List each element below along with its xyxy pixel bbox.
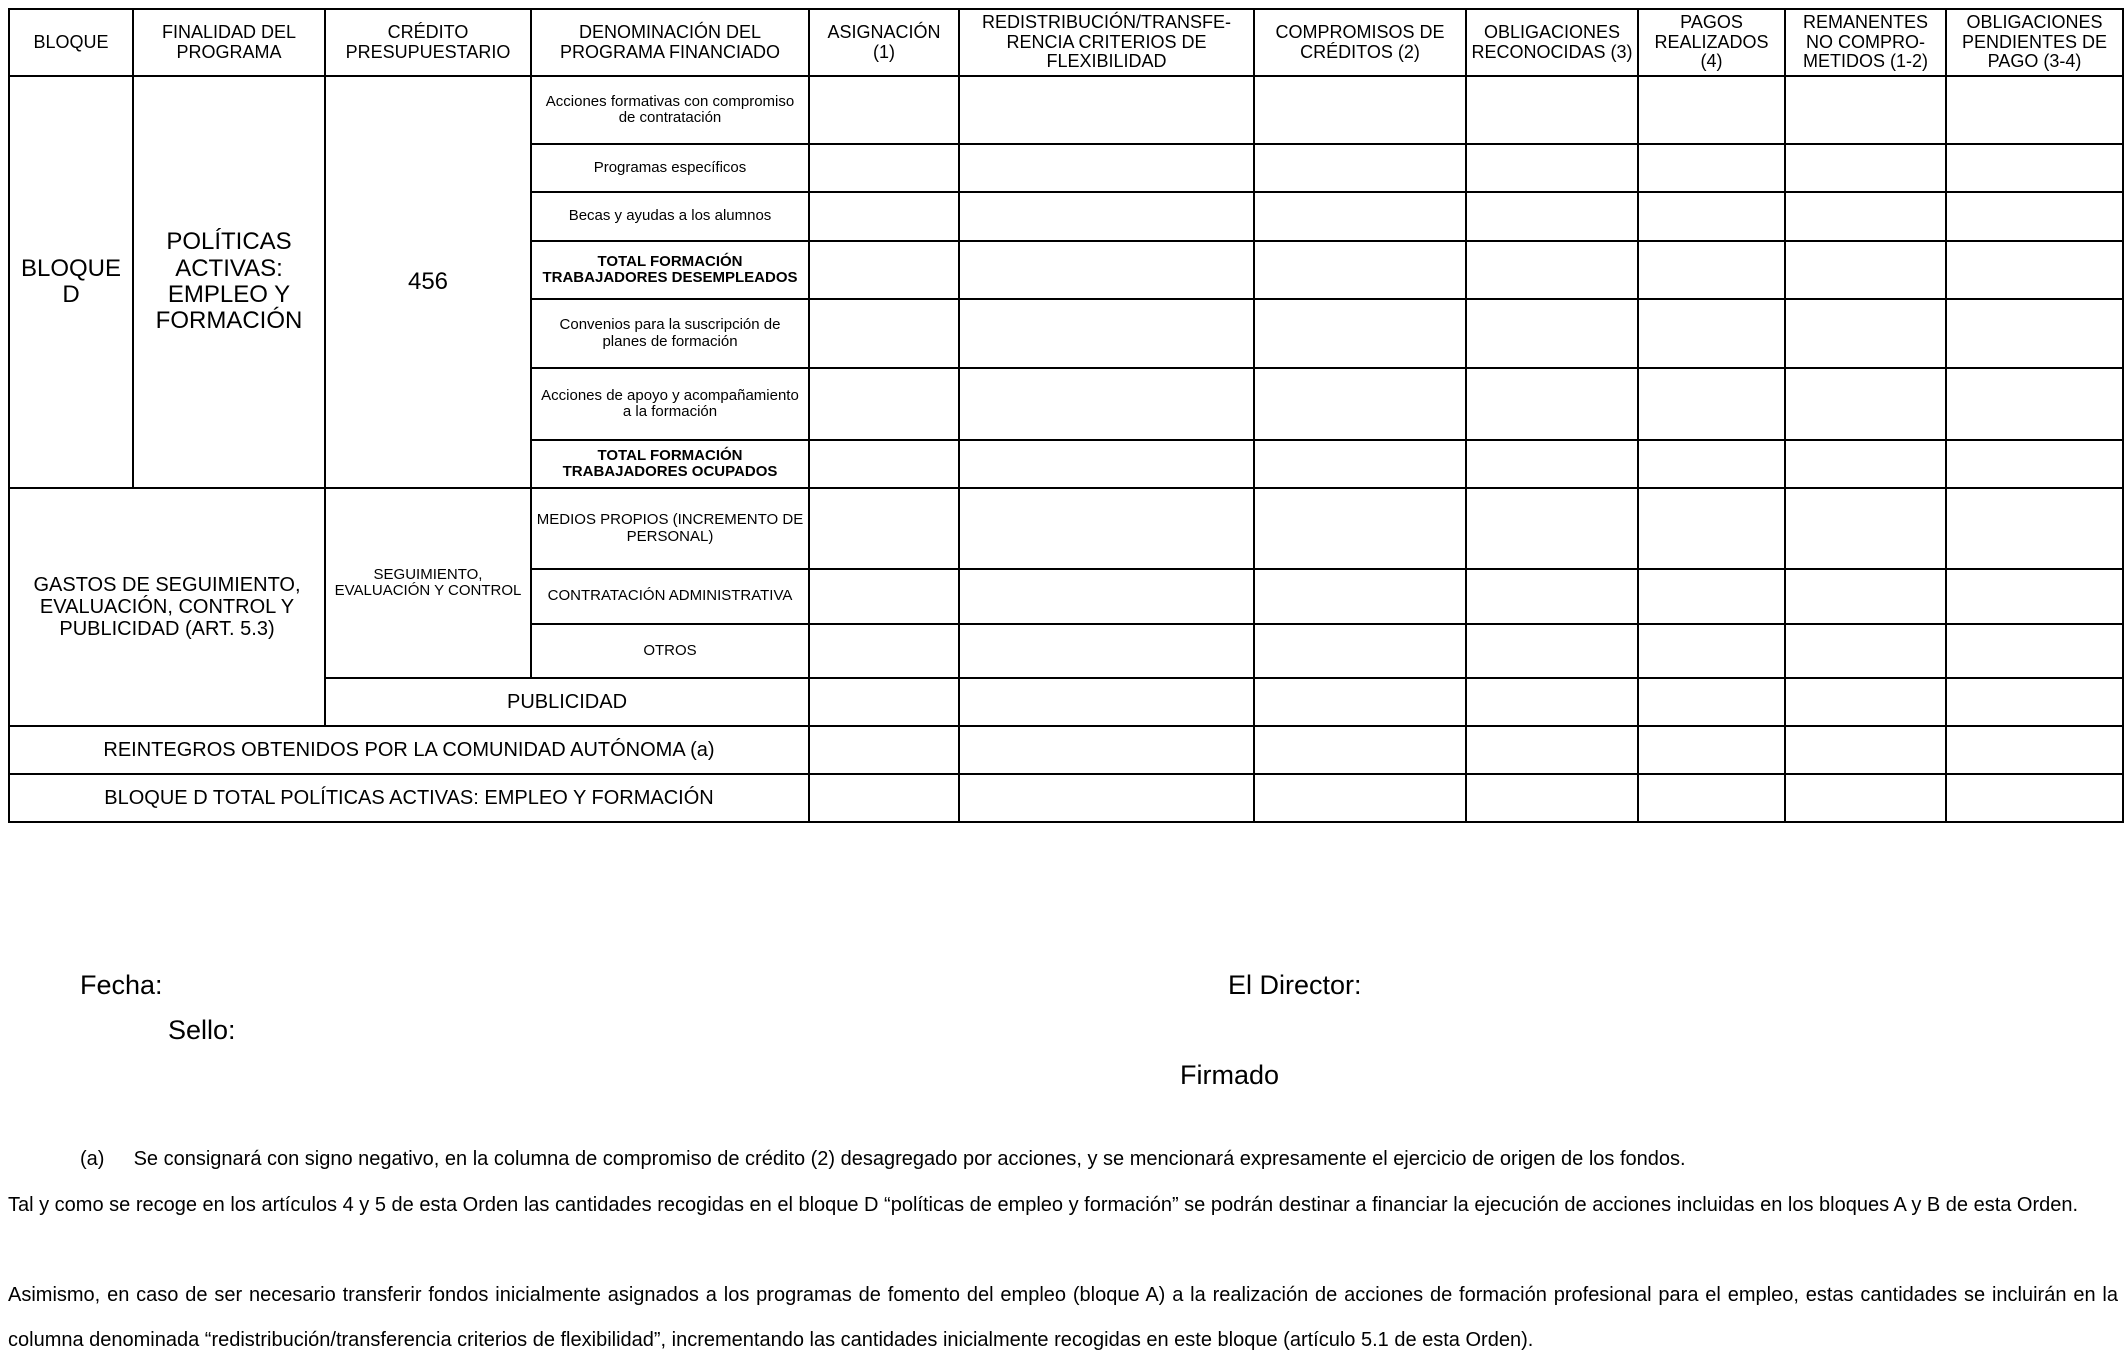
header-pagos: PAGOS REALIZADOS (4) — [1638, 9, 1785, 76]
header-asignacion: ASIGNACIÓN (1) — [809, 9, 959, 76]
program-name: TOTAL FORMACIÓN TRABAJADORES OCUPADOS — [531, 440, 809, 488]
seguimiento-credito-cell: SEGUIMIENTO, EVALUACIÓN Y CONTROL — [325, 488, 531, 678]
header-bloque: BLOQUE — [9, 9, 133, 76]
amount-cell — [1466, 192, 1638, 241]
amount-cell — [1946, 76, 2123, 144]
amount-cell — [959, 488, 1254, 569]
amount-cell — [1254, 726, 1466, 774]
amount-cell — [1254, 192, 1466, 241]
amount-cell — [1785, 678, 1946, 726]
amount-cell — [1254, 368, 1466, 440]
amount-cell — [959, 192, 1254, 241]
budget-table — [8, 8, 2124, 823]
amount-cell — [1946, 241, 2123, 299]
amount-cell — [1946, 488, 2123, 569]
amount-cell — [1785, 368, 1946, 440]
header-denominacion: DENOMINACIÓN DEL PROGRAMA FINANCIADO — [531, 9, 809, 76]
amount-cell — [1466, 678, 1638, 726]
header-row — [9, 9, 2123, 76]
amount-cell — [1946, 774, 2123, 822]
reintegros-row — [9, 726, 2123, 774]
gastos-row — [9, 488, 2123, 569]
amount-cell — [1466, 299, 1638, 368]
amount-cell — [1638, 774, 1785, 822]
footnote-a — [80, 1148, 1686, 1171]
amount-cell — [1638, 368, 1785, 440]
amount-cell — [809, 569, 959, 624]
amount-cell — [1254, 76, 1466, 144]
program-name: Acciones de apoyo y acompañamiento a la formación — [531, 368, 809, 440]
amount-cell — [1466, 569, 1638, 624]
publicidad-row — [9, 678, 2123, 726]
amount-cell — [1946, 440, 2123, 488]
amount-cell — [1946, 192, 2123, 241]
gastos-item: MEDIOS PROPIOS (INCREMENTO DE PERSONAL) — [531, 488, 809, 569]
amount-cell — [1466, 368, 1638, 440]
footnote-a-text: Se consignará con signo negativo, en la columna de compromiso de crédito (2) desagregado por acciones, y se mencionará expresamente el ejercicio de origen de los fondos. — [133, 1148, 1686, 1170]
amount-cell — [1254, 488, 1466, 569]
header-redistribucion: REDISTRIBUCIÓN/TRANSFE-RENCIA CRITERIOS DE FLEXIBILIDAD — [959, 9, 1254, 76]
amount-cell — [1638, 569, 1785, 624]
program-name: TOTAL FORMACIÓN TRABAJADORES DESEMPLEADOS — [531, 241, 809, 299]
amount-cell — [1254, 299, 1466, 368]
amount-cell — [1638, 192, 1785, 241]
amount-cell — [1785, 440, 1946, 488]
amount-cell — [1785, 299, 1946, 368]
amount-cell — [1785, 144, 1946, 192]
director-label: El Director: — [1228, 970, 1362, 1000]
amount-cell — [1466, 726, 1638, 774]
amount-cell — [1254, 774, 1466, 822]
sello-label: Sello: — [168, 1015, 236, 1045]
amount-cell — [1785, 76, 1946, 144]
amount-cell — [1946, 678, 2123, 726]
amount-cell — [1638, 440, 1785, 488]
amount-cell — [959, 624, 1254, 678]
amount-cell — [1638, 624, 1785, 678]
amount-cell — [1466, 76, 1638, 144]
amount-cell — [1946, 299, 2123, 368]
finalidad-cell: POLÍTICAS ACTIVAS: EMPLEO Y FORMACIÓN — [133, 76, 325, 488]
note-paragraph-1: Tal y como se recoge en los artículos 4 y 5 de esta Orden las cantidades recogidas en el bloque D “políticas de empleo y formación” se podrán destinar a financiar la ejecución de acciones incluidas en los bloques A y B de esta Orden. — [8, 1194, 2079, 1216]
program-name: Convenios para la suscripción de planes de formación — [531, 299, 809, 368]
amount-cell — [959, 241, 1254, 299]
amount-cell — [1466, 488, 1638, 569]
amount-cell — [959, 440, 1254, 488]
reintegros-cell: REINTEGROS OBTENIDOS POR LA COMUNIDAD AUTÓNOMA (a) — [9, 726, 809, 774]
amount-cell — [1466, 440, 1638, 488]
total-cell: BLOQUE D TOTAL POLÍTICAS ACTIVAS: EMPLEO Y FORMACIÓN — [9, 774, 809, 822]
amount-cell — [1946, 569, 2123, 624]
amount-cell — [959, 76, 1254, 144]
amount-cell — [1638, 726, 1785, 774]
amount-cell — [1785, 192, 1946, 241]
header-remanentes: REMANENTES NO COMPRO-METIDOS (1-2) — [1785, 9, 1946, 76]
amount-cell — [1254, 440, 1466, 488]
gastos-item: OTROS — [531, 624, 809, 678]
amount-cell — [809, 488, 959, 569]
bloque-d-cell: BLOQUE D — [9, 76, 133, 488]
firmado-label: Firmado — [1180, 1060, 1280, 1090]
amount-cell — [959, 144, 1254, 192]
amount-cell — [1946, 144, 2123, 192]
amount-cell — [1254, 144, 1466, 192]
fecha-label: Fecha: — [80, 970, 163, 1000]
amount-cell — [809, 76, 959, 144]
amount-cell — [809, 726, 959, 774]
amount-cell — [959, 368, 1254, 440]
amount-cell — [1466, 624, 1638, 678]
amount-cell — [959, 569, 1254, 624]
amount-cell — [1638, 76, 1785, 144]
amount-cell — [1638, 488, 1785, 569]
amount-cell — [1466, 774, 1638, 822]
amount-cell — [1785, 569, 1946, 624]
amount-cell — [1946, 368, 2123, 440]
total-row — [9, 774, 2123, 822]
amount-cell — [809, 368, 959, 440]
program-name: Acciones formativas con compromiso de contratación — [531, 76, 809, 144]
header-pendientes: OBLIGACIONES PENDIENTES DE PAGO (3-4) — [1946, 9, 2123, 76]
amount-cell — [1254, 241, 1466, 299]
program-name: Becas y ayudas a los alumnos — [531, 192, 809, 241]
amount-cell — [1785, 488, 1946, 569]
amount-cell — [1785, 774, 1946, 822]
amount-cell — [1254, 624, 1466, 678]
amount-cell — [1466, 144, 1638, 192]
amount-cell — [809, 624, 959, 678]
amount-cell — [1785, 241, 1946, 299]
amount-cell — [1466, 241, 1638, 299]
gastos-label-cell: GASTOS DE SEGUIMIENTO, EVALUACIÓN, CONTROL Y PUBLICIDAD (ART. 5.3) — [9, 488, 325, 726]
amount-cell — [809, 299, 959, 368]
header-finalidad: FINALIDAD DEL PROGRAMA — [133, 9, 325, 76]
amount-cell — [959, 299, 1254, 368]
program-row — [9, 76, 2123, 144]
amount-cell — [809, 440, 959, 488]
amount-cell — [1946, 624, 2123, 678]
amount-cell — [1638, 299, 1785, 368]
header-obligaciones: OBLIGACIONES RECONOCIDAS (3) — [1466, 9, 1638, 76]
header-compromisos: COMPROMISOS DE CRÉDITOS (2) — [1254, 9, 1466, 76]
amount-cell — [959, 678, 1254, 726]
amount-cell — [809, 144, 959, 192]
amount-cell — [1785, 726, 1946, 774]
program-name: Programas específicos — [531, 144, 809, 192]
amount-cell — [1638, 144, 1785, 192]
note-paragraph-2: Asimismo, en caso de ser necesario transferir fondos inicialmente asignados a los programas de fomento del empleo (bloque A) a la realización de acciones de formación profesional para el empleo, estas cantidades se incluirán en la columna denominada “redistribución/transferencia criterios de flexibilidad”, incrementando las cantidades inicialmente recogidas en este bloque (artículo 5.1 de esta Orden). — [8, 1284, 2118, 1351]
amount-cell — [1785, 624, 1946, 678]
amount-cell — [1638, 678, 1785, 726]
amount-cell — [959, 774, 1254, 822]
footnote-a-mark: (a) — [80, 1148, 105, 1170]
amount-cell — [1638, 241, 1785, 299]
publicidad-cell: PUBLICIDAD — [325, 678, 809, 726]
amount-cell — [959, 726, 1254, 774]
amount-cell — [1254, 678, 1466, 726]
credito-456-cell: 456 — [325, 76, 531, 488]
gastos-item: CONTRATACIÓN ADMINISTRATIVA — [531, 569, 809, 624]
amount-cell — [809, 192, 959, 241]
amount-cell — [1946, 726, 2123, 774]
amount-cell — [809, 678, 959, 726]
amount-cell — [809, 241, 959, 299]
amount-cell — [809, 774, 959, 822]
amount-cell — [1254, 569, 1466, 624]
header-credito: CRÉDITO PRESUPUESTARIO — [325, 9, 531, 76]
